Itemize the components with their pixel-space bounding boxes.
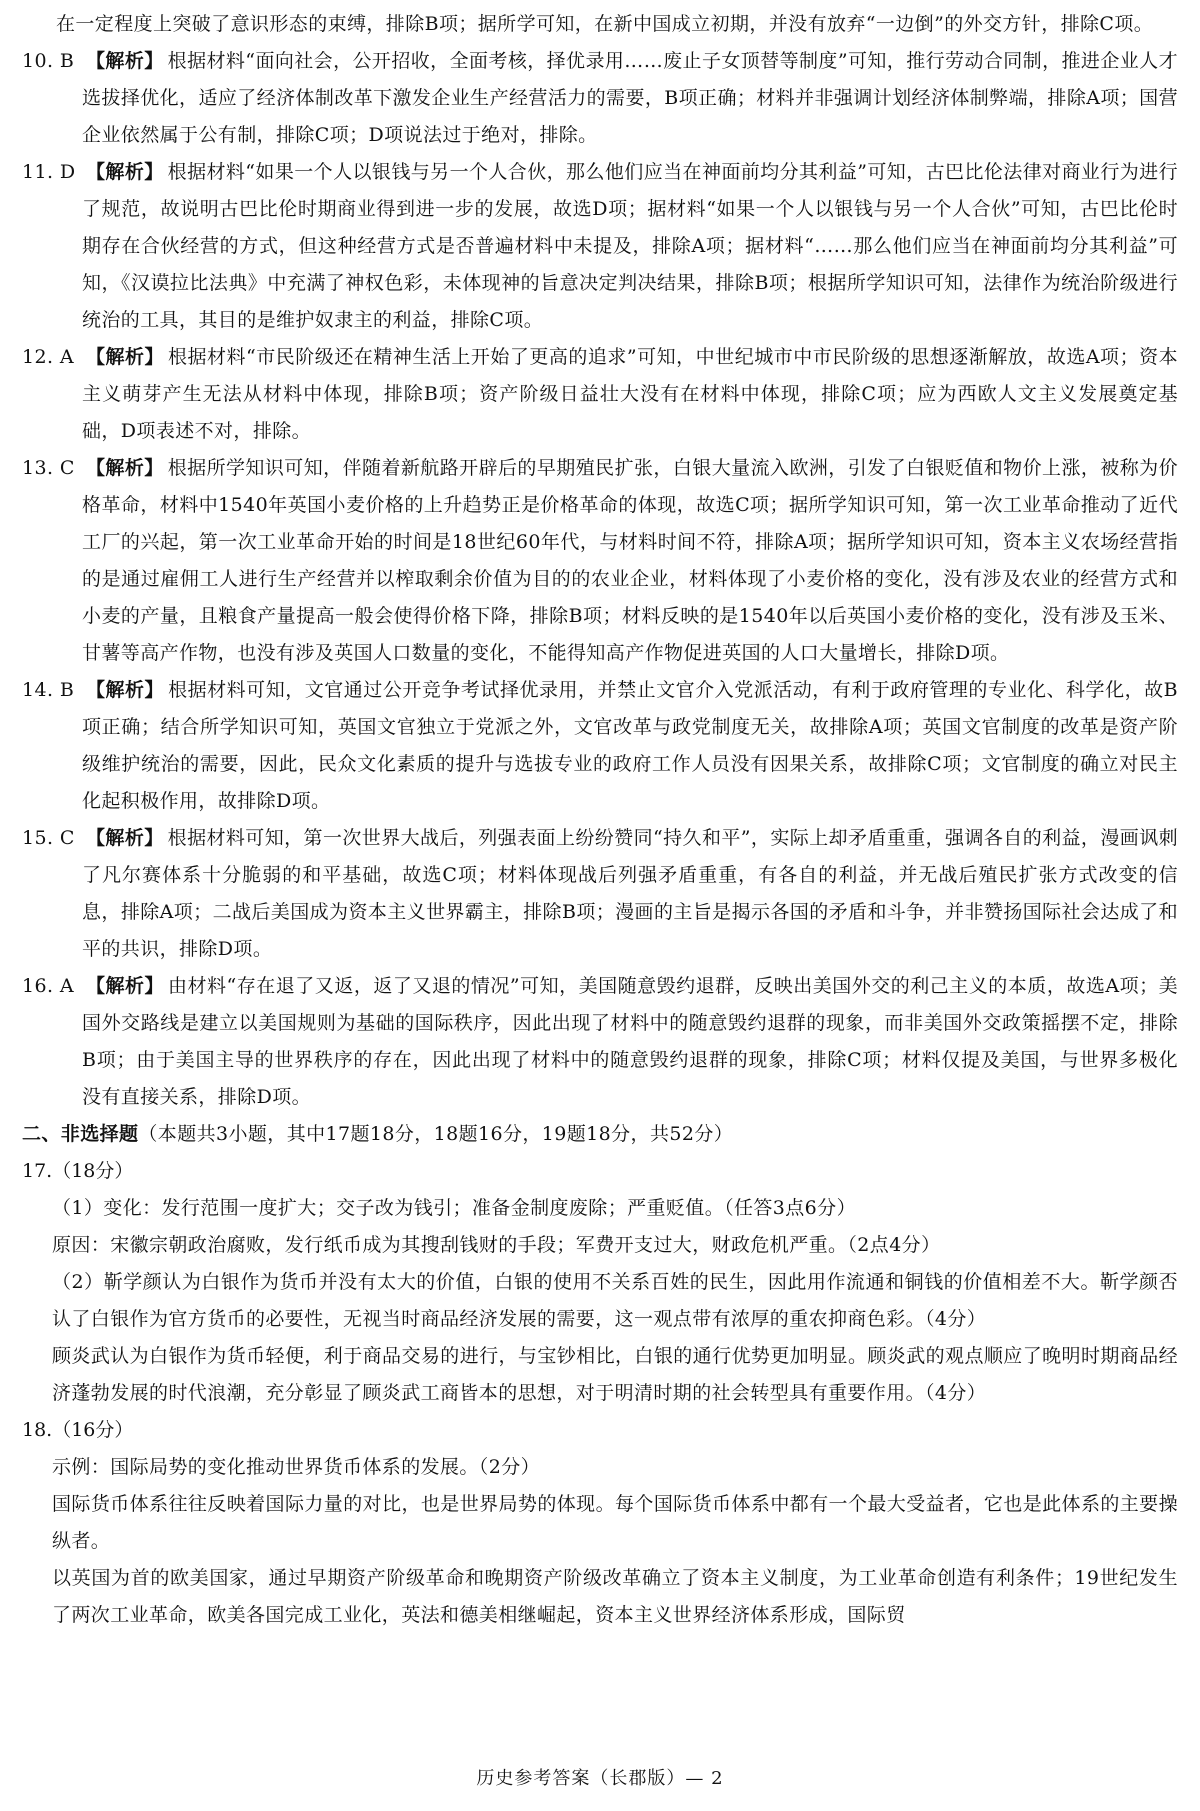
- answer-body: [82, 154, 1178, 339]
- answer-number: 15. C: [22, 827, 75, 849]
- answer-number: 13. C: [22, 457, 75, 479]
- answer-16: [22, 968, 1178, 1116]
- answer-body: [82, 450, 1178, 672]
- q17-paragraph: 原因：宋徽宗朝政治腐败，发行纸币成为其搜刮钱财的手段；军费开支过大，财政危机严重。（2点4分）: [52, 1234, 941, 1256]
- answer-text: 根据材料可知，文官通过公开竞争考试择优录用，并禁止文官介入党派活动，有利于政府管理的专业化、科学化，故B项正确；结合所学知识可知，英国文官独立于党派之外，文官改革与政党制度无关，故排除A项；英国文官制度的改革是资产阶级维护统治的需要，因此，民众文化素质的提升与选拔专业的政府工作人员没有因果关系，故排除C项；文官制度的确立对民主化起积极作用，故排除D项。: [82, 679, 1179, 812]
- q18-paragraph: 示例：国际局势的变化推动世界货币体系的发展。（2分）: [52, 1456, 540, 1478]
- answer-body: [82, 339, 1178, 450]
- section-heading: [22, 1116, 1178, 1153]
- section-title: 二、非选择题: [22, 1123, 139, 1145]
- q17-paragraph: （2）靳学颜认为白银作为货币并没有太大的价值，白银的使用不关系百姓的民生，因此用作流通和铜钱的价值相差不大。靳学颜否认了白银作为官方货币的必要性，无视当时商品经济发展的需要，这一观点带有浓厚的重农抑商色彩。（4分）: [52, 1271, 1178, 1330]
- answer-number: 12. A: [22, 346, 74, 368]
- answer-13: [22, 450, 1178, 672]
- answer-text: 根据材料可知，第一次世界大战后，列强表面上纷纷赞同“持久和平”，实际上却矛盾重重，强调各自的利益，漫画讽刺了凡尔赛体系十分脆弱的和平基础，故选C项；材料体现战后列强矛盾重重，有各自的利益，并无战后殖民扩张方式改变的信息，排除A项；二战后美国成为资本主义世界霸主，排除B项；漫画的主旨是揭示各国的矛盾和斗争，并非赞扬国际社会达成了和平的共识，排除D项。: [82, 827, 1178, 960]
- q17-paragraph: （1）变化：发行范围一度扩大；交子改为钱引；准备金制度废除；严重贬值。（任答3点6分）: [52, 1197, 856, 1219]
- answer-text: 根据材料“如果一个人以银钱与另一个人合伙，那么他们应当在神面前均分其利益”可知，古巴比伦法律对商业行为进行了规范，故说明古巴比伦时期商业得到进一步的发展，故选D项；据材料“如果一个人以银钱与另一个人合伙”可知，古巴比伦时期存在合伙经营的方式，但这种经营方式是否普遍材料中未提及，排除A项；据材料“……那么他们应当在神面前均分其利益”可知，《汉谟拉比法典》中充满了神权色彩，未体现神的旨意决定判决结果，排除B项；根据所学知识可知，法律作为统治阶级进行统治的工具，其目的是维护奴隶主的利益，排除C项。: [82, 161, 1178, 331]
- page-footer: 历史参考答案（长郡版）— 2: [476, 1768, 724, 1789]
- answer-text: 由材料“存在退了又返，返了又退的情况”可知，美国随意毁约退群，反映出美国外交的利己主义的本质，故选A项；美国外交路线是建立以美国规则为基础的国际秩序，因此出现了材料中的随意毁约退群的现象，而非美国外交政策摇摆不定，排除B项；由于美国主导的世界秩序的存在，因此出现了材料中的随意毁约退群的现象，排除C项；材料仅提及美国，与世界多极化没有直接关系，排除D项。: [82, 975, 1178, 1108]
- q18-paragraph: 以英国为首的欧美国家，通过早期资产阶级革命和晚期资产阶级改革确立了资本主义制度，为工业革命创造有利条件；19世纪发生了两次工业革命，欧美各国完成工业化，英法和德美相继崛起，资本主义世界经济体系形成，国际贸: [52, 1567, 1178, 1626]
- answer-number: 11. D: [22, 161, 76, 183]
- question-18-head: 18.（16分）: [22, 1419, 134, 1441]
- answer-body: [82, 968, 1178, 1116]
- answer-text: 根据材料“市民阶级还在精神生活上开始了更高的追求”可知，中世纪城市中市民阶级的思想逐渐解放，故选A项；资本主义萌芽产生无法从材料中体现，排除B项；资产阶级日益壮大没有在材料中体现，排除C项；应为西欧人文主义发展奠定基础，D项表述不对，排除。: [82, 346, 1178, 442]
- answer-10: [22, 43, 1178, 154]
- answer-11: [22, 154, 1178, 339]
- analysis-tag: 【解析】: [86, 679, 165, 701]
- answer-body: [82, 43, 1178, 154]
- analysis-tag: 【解析】: [86, 161, 164, 183]
- analysis-tag: 【解析】: [86, 346, 165, 368]
- answer-body: [82, 820, 1178, 968]
- analysis-tag: 【解析】: [86, 827, 164, 849]
- answer-15: [22, 820, 1178, 968]
- answer-number: 16. A: [22, 975, 74, 997]
- answer-text: 根据材料“面向社会，公开招收，全面考核，择优录用……废止子女顶替等制度”可知，推行劳动合同制，推进企业人才选拔择优化，适应了经济体制改革下激发企业生产经营活力的需要，B项正确；材料并非强调计划经济体制弊端，排除A项；国营企业依然属于公有制，排除C项；D项说法过于绝对，排除。: [82, 50, 1178, 146]
- q18-paragraph: 国际货币体系往往反映着国际力量的对比，也是世界局势的体现。每个国际货币体系中都有一个最大受益者，它也是此体系的主要操纵者。: [52, 1493, 1178, 1552]
- answer-text: 根据所学知识可知，伴随着新航路开辟后的早期殖民扩张，白银大量流入欧洲，引发了白银贬值和物价上涨，被称为价格革命，材料中1540年英国小麦价格的上升趋势正是价格革命的体现，故选C项；据所学知识可知，第一次工业革命推动了近代工厂的兴起，第一次工业革命开始的时间是18世纪60年代，与材料时间不符，排除A项；据所学知识可知，资本主义农场经营指的是通过雇佣工人进行生产经营并以榨取剩余价值为目的的农业企业，材料体现了小麦价格的变化，没有涉及农业的经营方式和小麦的产量，且粮食产量提高一般会使得价格下降，排除B项；材料反映的是1540年以后英国小麦价格的变化，没有涉及玉米、甘薯等高产作物，也没有涉及英国人口数量的变化，不能得知高产作物促进英国的人口大量增长，排除D项。: [82, 457, 1178, 664]
- answer-14: [22, 672, 1178, 820]
- q17-paragraph: 顾炎武认为白银作为货币轻便，利于商品交易的进行，与宝钞相比，白银的通行优势更加明显。顾炎武的观点顺应了晚明时期商品经济蓬勃发展的时代浪潮，充分彰显了顾炎武工商皆本的思想，对于明清时期的社会转型具有重要作用。（4分）: [52, 1345, 1178, 1404]
- question-17-head: 17.（18分）: [22, 1160, 134, 1182]
- analysis-tag: 【解析】: [86, 50, 164, 72]
- answer-body: [82, 672, 1178, 820]
- section-note: （本题共3小题，其中17题18分，18题16分，19题18分，共52分）: [138, 1123, 734, 1145]
- analysis-tag: 【解析】: [86, 975, 165, 997]
- answer-number: 10. B: [22, 50, 75, 72]
- continuation-text: 在一定程度上突破了意识形态的束缚，排除B项；据所学可知，在新中国成立初期，并没有放弃“一边倒”的外交方针，排除C项。: [56, 13, 1154, 35]
- analysis-tag: 【解析】: [86, 457, 164, 479]
- answer-12: [22, 339, 1178, 450]
- answer-number: 14. B: [22, 679, 75, 701]
